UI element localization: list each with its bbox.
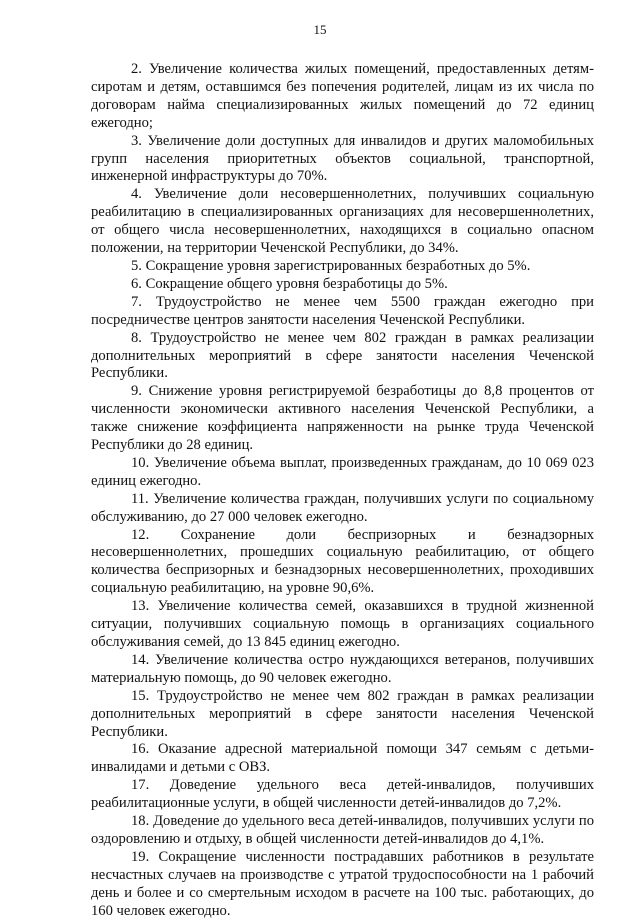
document-body (91, 61, 594, 921)
list-item: 13. Увеличение количества семей, оказавшихся в трудной жизненной ситуации, получивших социальную помощь в организациях социального обслуживания семей, до 13 845 единиц ежегодно. (91, 598, 594, 650)
list-item: 16. Оказание адресной материальной помощи 347 семьям с детьми-инвалидами и детьми с ОВЗ. (91, 741, 594, 776)
list-item: 8. Трудоустройство не менее чем 802 граждан в рамках реализации дополнительных мероприятий в сфере занятости населения Чеченской Республики. (91, 329, 594, 382)
list-item: 5. Сокращение уровня зарегистрированных безработных до 5%. (131, 257, 531, 274)
list-item: 14. Увеличение количества остро нуждающихся ветеранов, получивших материальную помощь, до 90 человек ежегодно. (91, 651, 594, 686)
list-item: 17. Доведение удельного веса детей-инвалидов, получивших реабилитационные услуги, в общей численности детей-инвалидов до 7,2%. (91, 777, 594, 812)
page-number: 15 (313, 22, 327, 37)
list-item: 18. Доведение до удельного веса детей-инвалидов, получивших услуги по оздоровлению и отдыху, в общей численности детей-инвалидов до 4,1%. (91, 813, 594, 847)
list-item: 2. Увеличение количества жилых помещений, предоставленных детям-сиротам и детям, оставшимся без попечения родителей, лицам из их числа по договорам найма специализированных жилых помещений до 72 единиц ежегодно; (91, 61, 594, 131)
list-item: 3. Увеличение доли доступных для инвалидов и других маломобильных групп населения приоритетных объектов социальной, транспортной, инженерной инфраструктуры до 70%. (91, 132, 594, 185)
list-item: 19. Сокращение численности пострадавших работников в результате несчастных случаев на производстве с утратой трудоспособности на 1 рабочий день и более и со смертельным исходом в расчете на 100 тыс. работающих, до 160 человек ежегодно. (91, 848, 594, 919)
list-item: 10. Увеличение объема выплат, произведенных гражданам, до 10 069 023 единиц ежегодно. (91, 454, 594, 489)
list-item: 12. Сохранение доли беспризорных и безнадзорных несовершеннолетних, прошедших социальную реабилитацию, от общего количества беспризорных и безнадзорных несовершеннолетних, проходивших социальную реабилитацию, на уровне 90,6%. (91, 526, 594, 597)
list-item: 15. Трудоустройство не менее чем 802 граждан в рамках реализации дополнительных мероприятий в сфере занятости населения Чеченской Республики. (91, 687, 594, 740)
list-item: 4. Увеличение доли несовершеннолетних, получивших социальную реабилитацию в специализированных организациях для несовершеннолетних, от общего числа несовершеннолетних, находящихся в социально опасном положении, на территории Чеченской Республики, до 34%. (91, 186, 594, 257)
list-item: 11. Увеличение количества граждан, получивших услуги по социальному обслуживанию, до 27 000 человек ежегодно. (91, 490, 594, 525)
list-item: 9. Снижение уровня регистрируемой безработицы до 8,8 процентов от численности экономически активного населения Чеченской Республики, а также снижение коэффициента напряженности на рынке труда Чеченской Республики до 28 единиц. (91, 383, 594, 454)
list-item: 7. Трудоустройство не менее чем 5500 граждан ежегодно при посредничестве центров занятости населения Чеченской Республики. (91, 293, 594, 328)
list-item: 6. Сокращение общего уровня безработицы до 5%. (131, 275, 448, 292)
